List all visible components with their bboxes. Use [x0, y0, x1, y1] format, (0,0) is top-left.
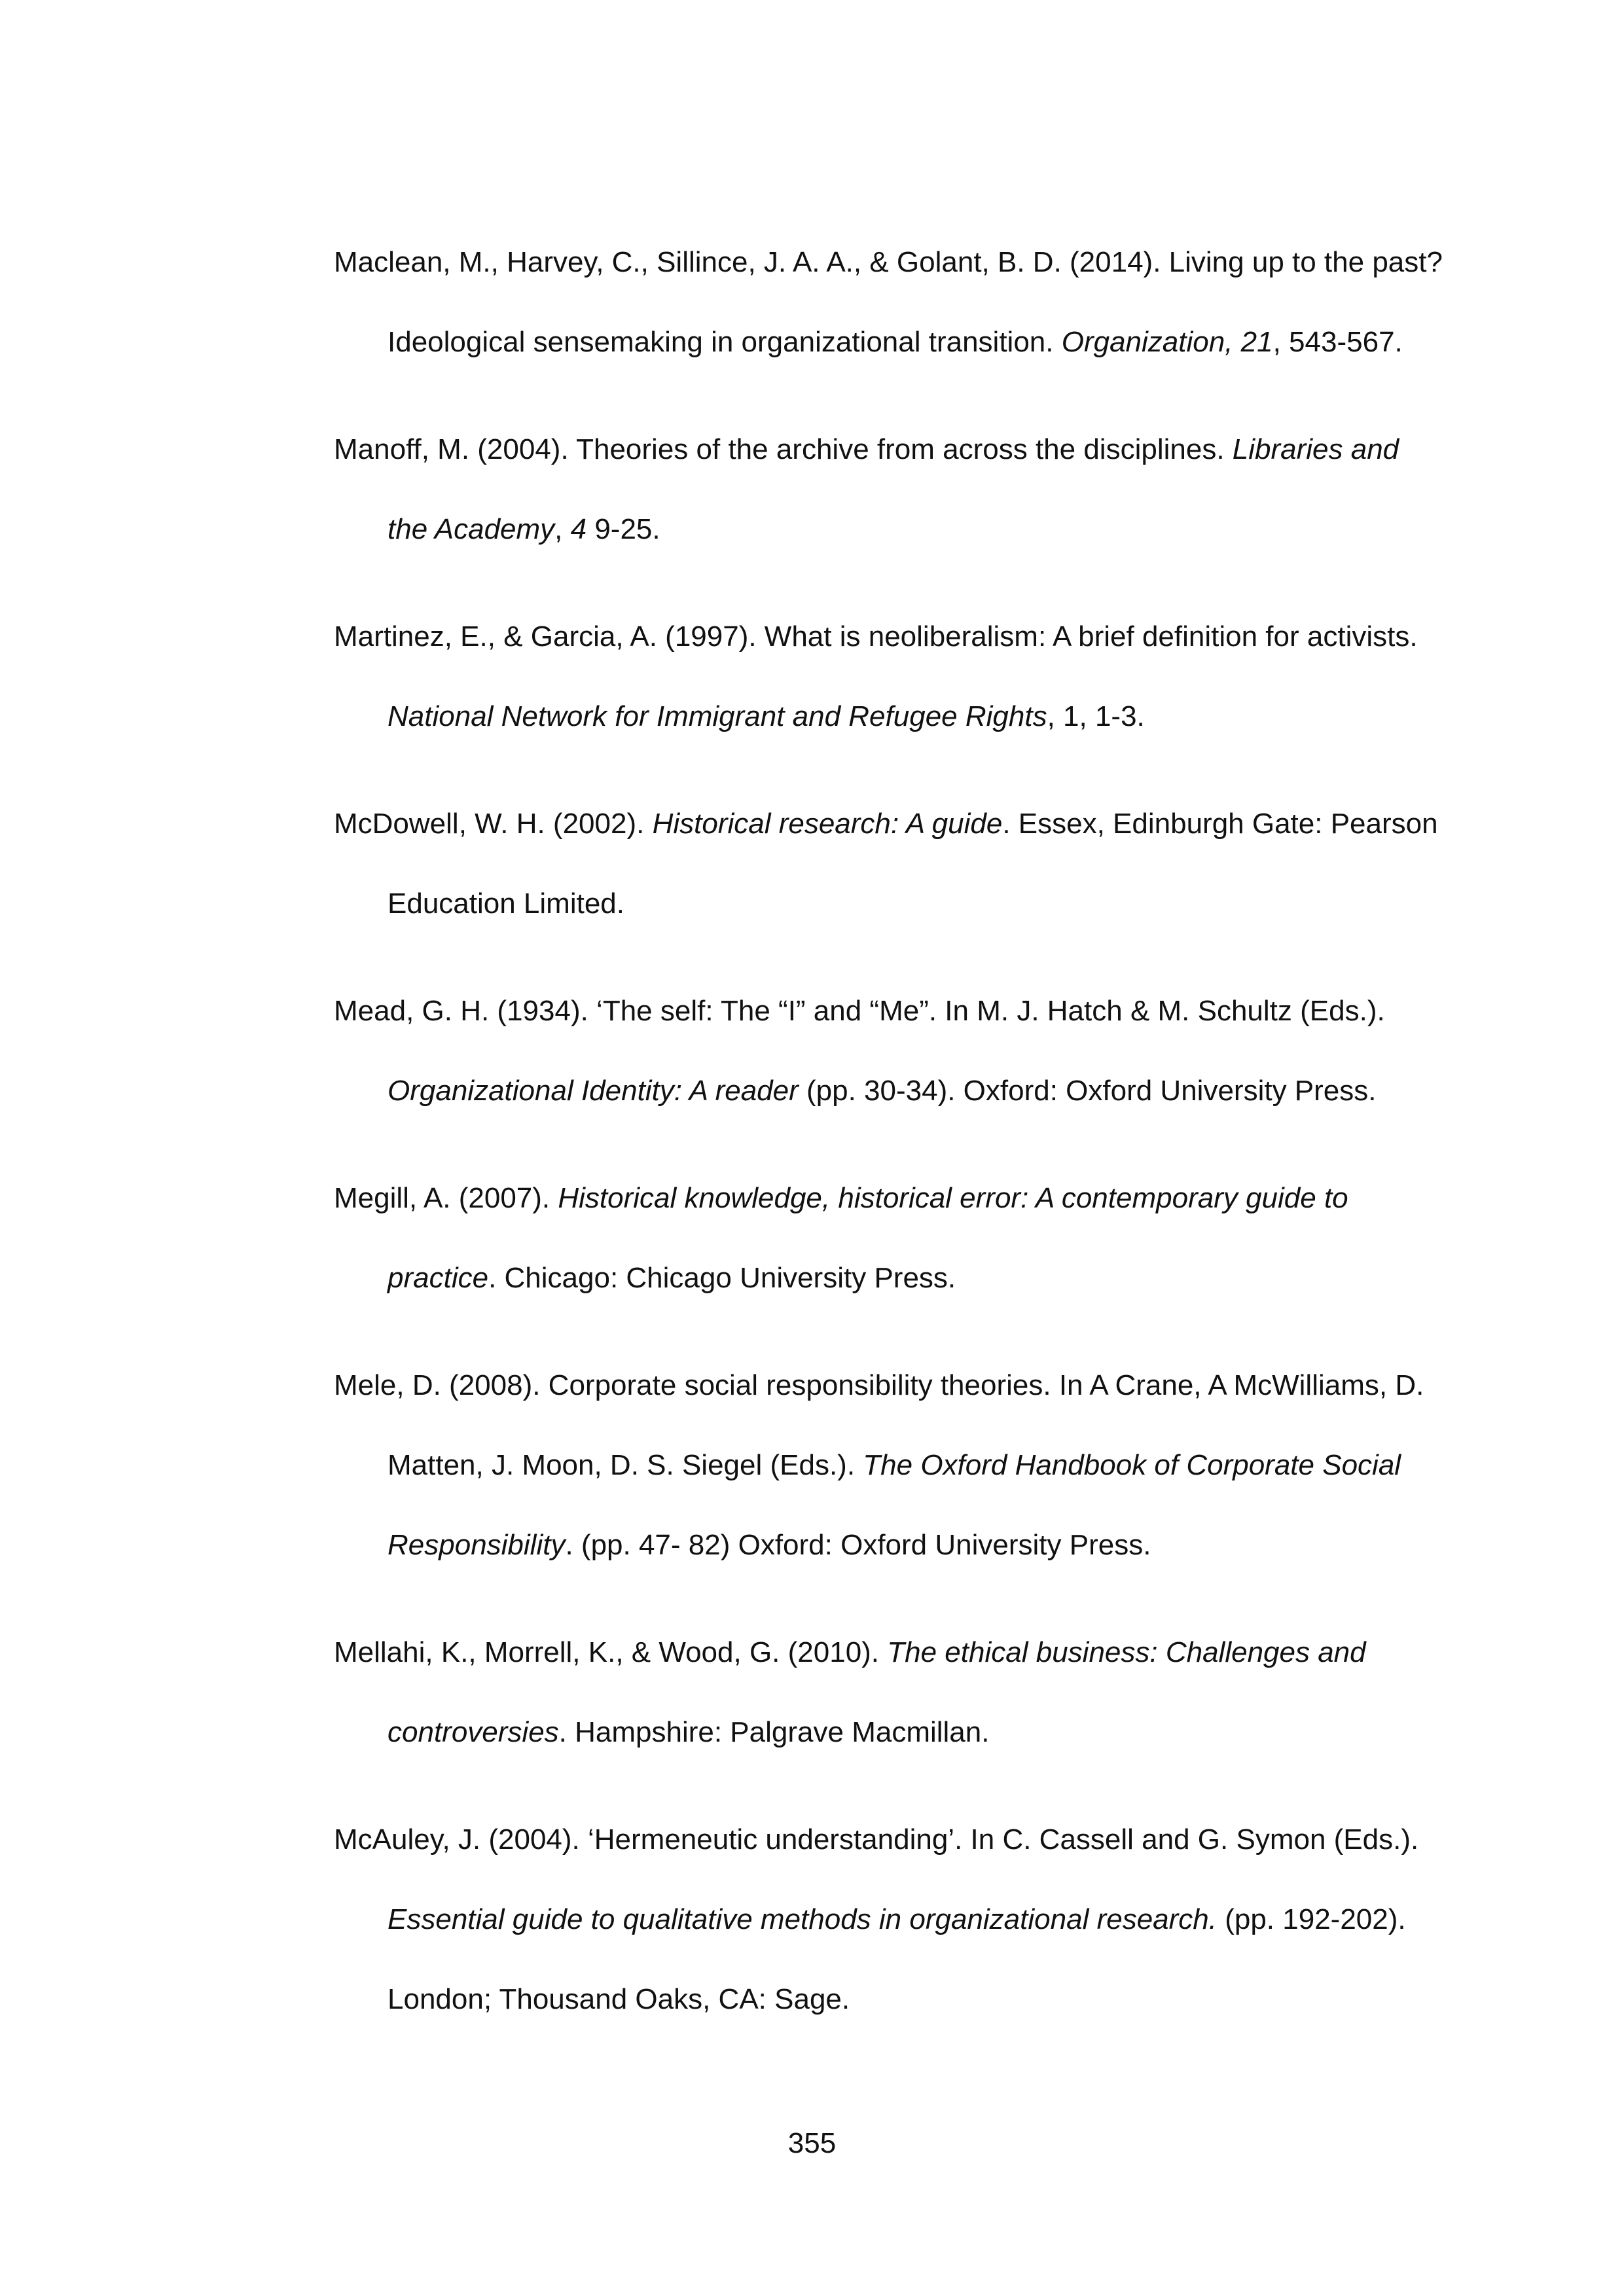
ref-volume: 4 — [570, 513, 587, 545]
reference-list — [334, 223, 1447, 2067]
ref-book-title: The ethical business: Challenges and controversies — [388, 1636, 1366, 1748]
ref-journal-title: National Network for Immigrant and Refugee Rights — [388, 700, 1047, 732]
reference-entry-mcauley — [334, 1800, 1447, 2039]
ref-text: . (pp. 47- 82) Oxford: Oxford University Press. — [565, 1529, 1151, 1561]
reference-entry-mcdowell — [334, 784, 1447, 944]
ref-book-title: Organizational Identity: A reader — [388, 1075, 799, 1107]
reference-entry-martinez — [334, 597, 1447, 757]
ref-text: 9-25. — [586, 513, 660, 545]
reference-entry-mead — [334, 971, 1447, 1131]
ref-book-title: Historical research: A guide — [652, 808, 1003, 840]
ref-text: Mele, D. (2008). Corporate social responsibility theories. In A Crane, A McWilliams, D. Matten, J. Moon, D. S. Siegel (Eds.). — [334, 1369, 1424, 1481]
ref-text: , — [554, 513, 571, 545]
ref-text: Mellahi, K., Morrell, K., & Wood, G. (2010). — [334, 1636, 888, 1668]
reference-entry-manoff — [334, 410, 1447, 569]
ref-text: Megill, A. (2007). — [334, 1182, 558, 1214]
ref-book-title: Essential guide to qualitative methods in organizational research. — [388, 1903, 1217, 1935]
ref-book-title: Historical knowledge, historical error: A contemporary guide to practice — [388, 1182, 1348, 1294]
ref-text: Manoff, M. (2004). Theories of the archive from across the disciplines. — [334, 433, 1233, 465]
ref-text: . Essex, Edinburgh Gate: Pearson Education Limited. — [388, 808, 1438, 920]
reference-entry-mele — [334, 1346, 1447, 1585]
ref-text: . Chicago: Chicago University Press. — [488, 1262, 956, 1294]
reference-entry-maclean — [334, 223, 1447, 382]
ref-text: McAuley, J. (2004). ‘Hermeneutic understanding’. In C. Cassell and G. Symon (Eds.). — [334, 1823, 1419, 1856]
ref-text: Maclean, M., Harvey, C., Sillince, J. A. A., & Golant, B. D. (2014). Living up to the past? Ideological sensemaking in organizational transition. — [334, 246, 1443, 358]
ref-text: (pp. 30-34). Oxford: Oxford University Press. — [798, 1075, 1377, 1107]
page-number: 355 — [787, 2127, 837, 2159]
ref-text: McDowell, W. H. (2002). — [334, 808, 653, 840]
ref-book-title: The Oxford Handbook of Corporate Social Responsibility — [388, 1449, 1401, 1561]
ref-text: , 543-567. — [1272, 326, 1403, 358]
ref-journal-title: Organization, 21 — [1061, 326, 1273, 358]
reference-entry-megill — [334, 1158, 1447, 1318]
ref-text: Mead, G. H. (1934). ‘The self: The “I” and “Me”. In M. J. Hatch & M. Schultz (Eds.). — [334, 995, 1385, 1027]
ref-text: . Hampshire: Palgrave Macmillan. — [558, 1716, 990, 1748]
ref-text: (pp. 192-202). London; Thousand Oaks, CA: Sage. — [388, 1903, 1406, 2015]
ref-journal-title: Libraries and the Academy — [388, 433, 1399, 545]
reference-entry-mellahi — [334, 1613, 1447, 1772]
ref-text: , 1, 1-3. — [1047, 700, 1145, 732]
ref-text: Martinez, E., & Garcia, A. (1997). What is neoliberalism: A brief definition for activists. — [334, 620, 1418, 653]
